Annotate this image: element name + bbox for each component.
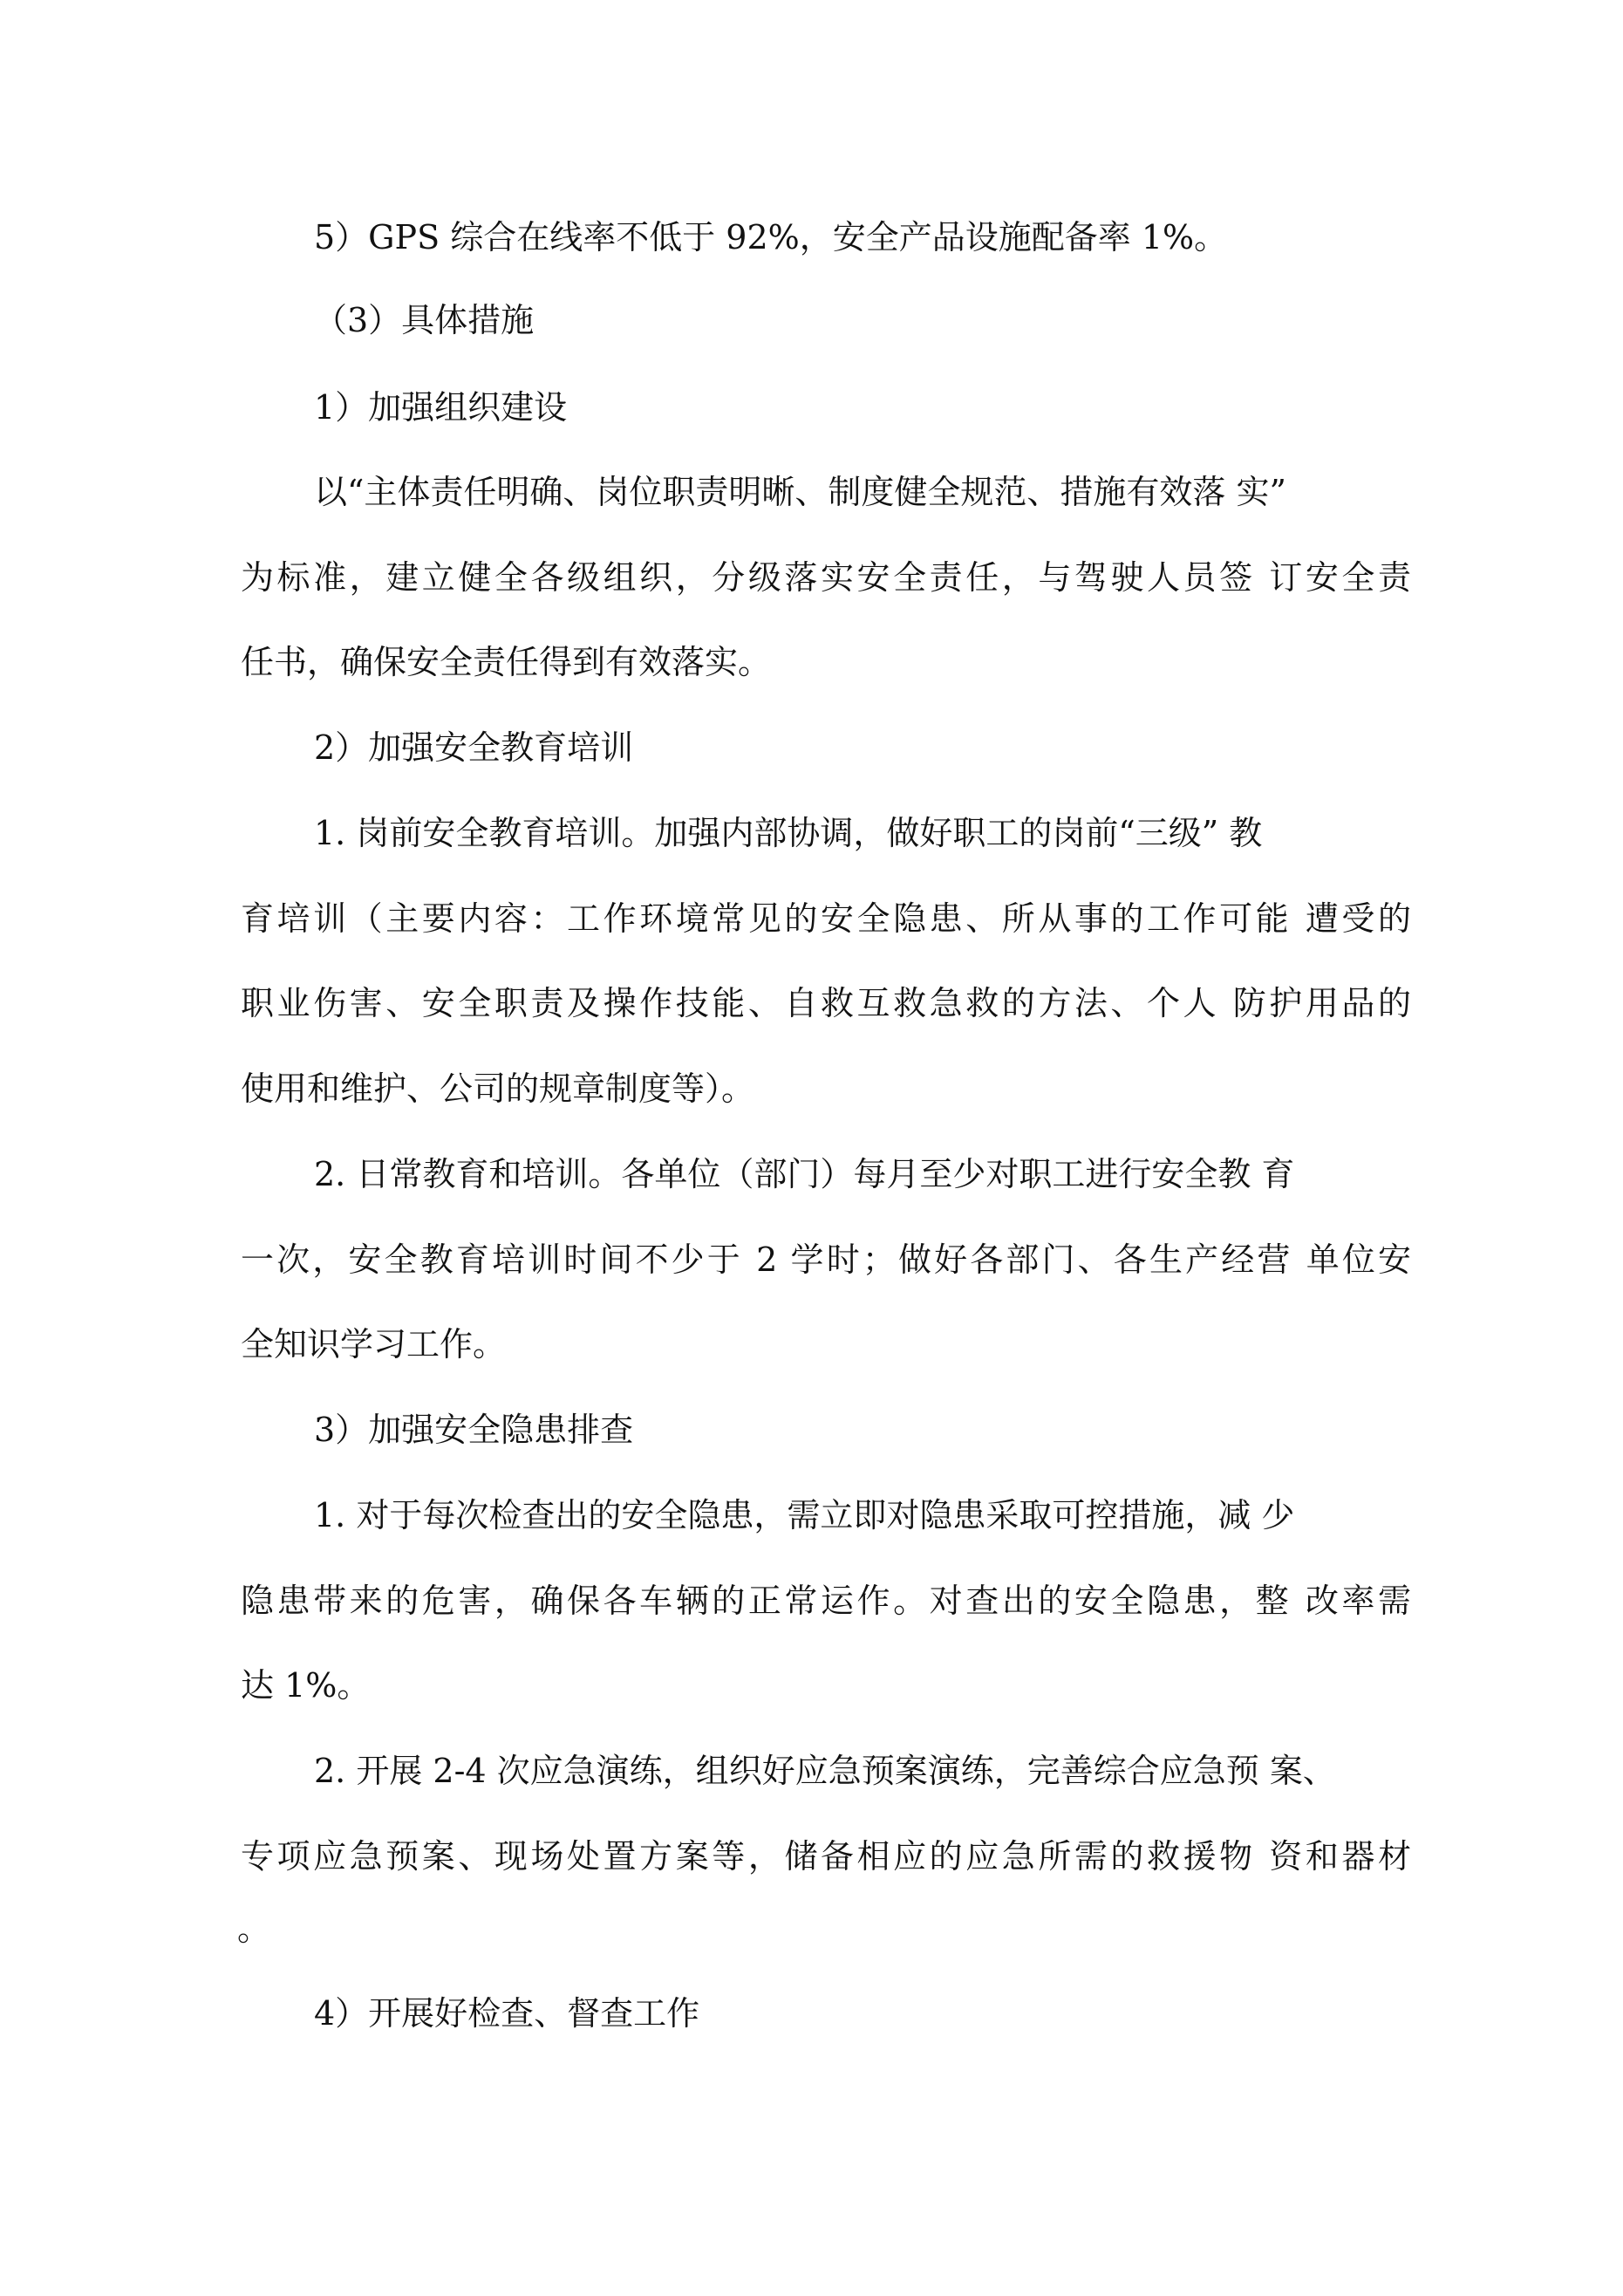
paragraph-line: 育培训（主要内容：工作环境常见的安全隐患、所从事的工作可能 遭受的 <box>241 899 1411 938</box>
subsection-heading: 2）加强安全教育培训 <box>314 728 634 767</box>
paragraph-line: 2. 日常教育和培训。各单位（部门）每月至少对职工进行安全教 育 <box>314 1155 1295 1193</box>
paragraph-line: 职业伤害、安全职责及操作技能、自救互救急救的方法、个人 防护用品的 <box>241 984 1411 1022</box>
paragraph-line: 任书，确保安全责任得到有效落实。 <box>241 643 772 681</box>
paragraph-line: 全知识学习工作。 <box>241 1325 507 1363</box>
subsection-heading: 4）开展好检查、督查工作 <box>314 1994 700 2033</box>
paragraph-line: 一次，安全教育培训时间不少于 2 学时；做好各部门、各生产经营 单位安 <box>241 1240 1411 1279</box>
paragraph-line: 以“主体责任明确、岗位职责明晰、制度健全规范、措施有效落 实” <box>314 473 1286 511</box>
paragraph-line: 2. 开展 2-4 次应急演练，组织好应急预案演练，完善综合应急预 案、 <box>314 1752 1336 1790</box>
subsection-heading: 3）加强安全隐患排查 <box>314 1411 634 1449</box>
paragraph-line: 为标准，建立健全各级组织，分级落实安全责任，与驾驶人员签 订安全责 <box>241 558 1411 597</box>
section-heading: （3）具体措施 <box>314 301 535 339</box>
paragraph-line: 隐患带来的危害，确保各车辆的正常运作。对查出的安全隐患，整 改率需 <box>241 1582 1411 1620</box>
paragraph-line: 1. 岗前安全教育培训。加强内部协调，做好职工的岗前“三级” 教 <box>314 814 1263 852</box>
paragraph-line: 使用和维护、公司的规章制度等）。 <box>241 1069 755 1108</box>
paragraph-line: 。 <box>237 1910 271 1948</box>
paragraph-line: 1. 对于每次检查出的安全隐患，需立即对隐患采取可控措施，减 少 <box>314 1496 1295 1534</box>
paragraph-line: 专项应急预案、现场处置方案等，储备相应的应急所需的救援物 资和器材 <box>241 1837 1411 1876</box>
paragraph-line: 5）GPS 综合在线率不低于 92%，安全产品设施配备率 1%。 <box>314 218 1228 256</box>
subsection-heading: 1）加强组织建设 <box>314 388 568 427</box>
paragraph-line: 达 1%。 <box>241 1666 371 1705</box>
